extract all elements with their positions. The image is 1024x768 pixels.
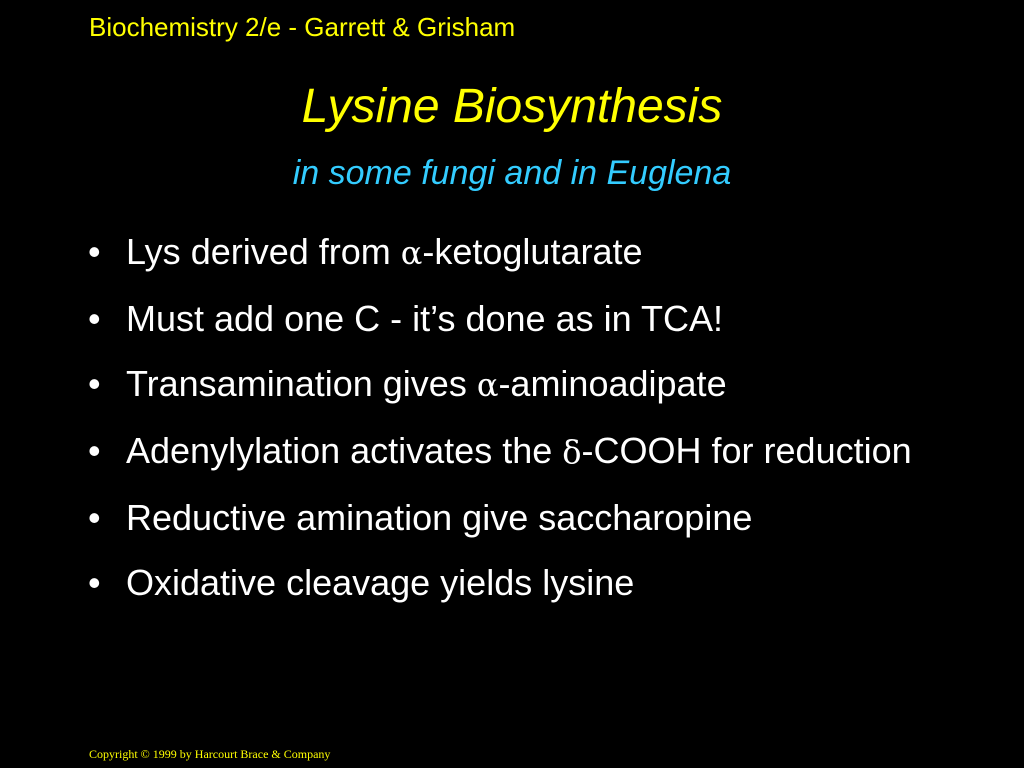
bullet-text: Transamination gives (126, 363, 477, 404)
slide-title: Lysine Biosynthesis (301, 80, 723, 133)
slide-subtitle: in some fungi and in Euglena (292, 154, 732, 192)
copyright-footer: Copyright © 1999 by Harcourt Brace & Company (89, 747, 331, 761)
bullet-item (0, 427, 1024, 476)
bullet-text: Lys derived from (126, 231, 401, 272)
bullet-item (0, 360, 1024, 409)
bullet-text: -ketoglutarate (422, 231, 643, 272)
bullet-marker: • (88, 497, 101, 538)
bullet-text: -COOH for reduction (581, 430, 912, 471)
greek-symbol: α (400, 234, 423, 272)
bullet-text: Reductive amination give saccharopine (126, 497, 753, 538)
bullet-item (0, 228, 1024, 277)
bullet-item (0, 559, 1024, 606)
bullet-text: Oxidative cleavage yields lysine (126, 562, 635, 603)
bullet-text: Adenylylation activates the (126, 430, 563, 471)
bullet-item (0, 494, 1024, 541)
greek-symbol: α (476, 366, 499, 404)
bullet-list (0, 228, 1024, 624)
slide-header: Biochemistry 2/e - Garrett & Grisham (89, 12, 516, 42)
bullet-marker: • (88, 430, 101, 471)
bullet-text: -aminoadipate (498, 363, 727, 404)
bullet-marker: • (88, 298, 101, 339)
bullet-text: Must add one C - it’s done as in TCA! (126, 298, 723, 339)
bullet-marker: • (88, 363, 101, 404)
greek-symbol: δ (562, 433, 582, 471)
bullet-marker: • (88, 562, 101, 603)
bullet-marker: • (88, 231, 101, 272)
bullet-item (0, 295, 1024, 342)
